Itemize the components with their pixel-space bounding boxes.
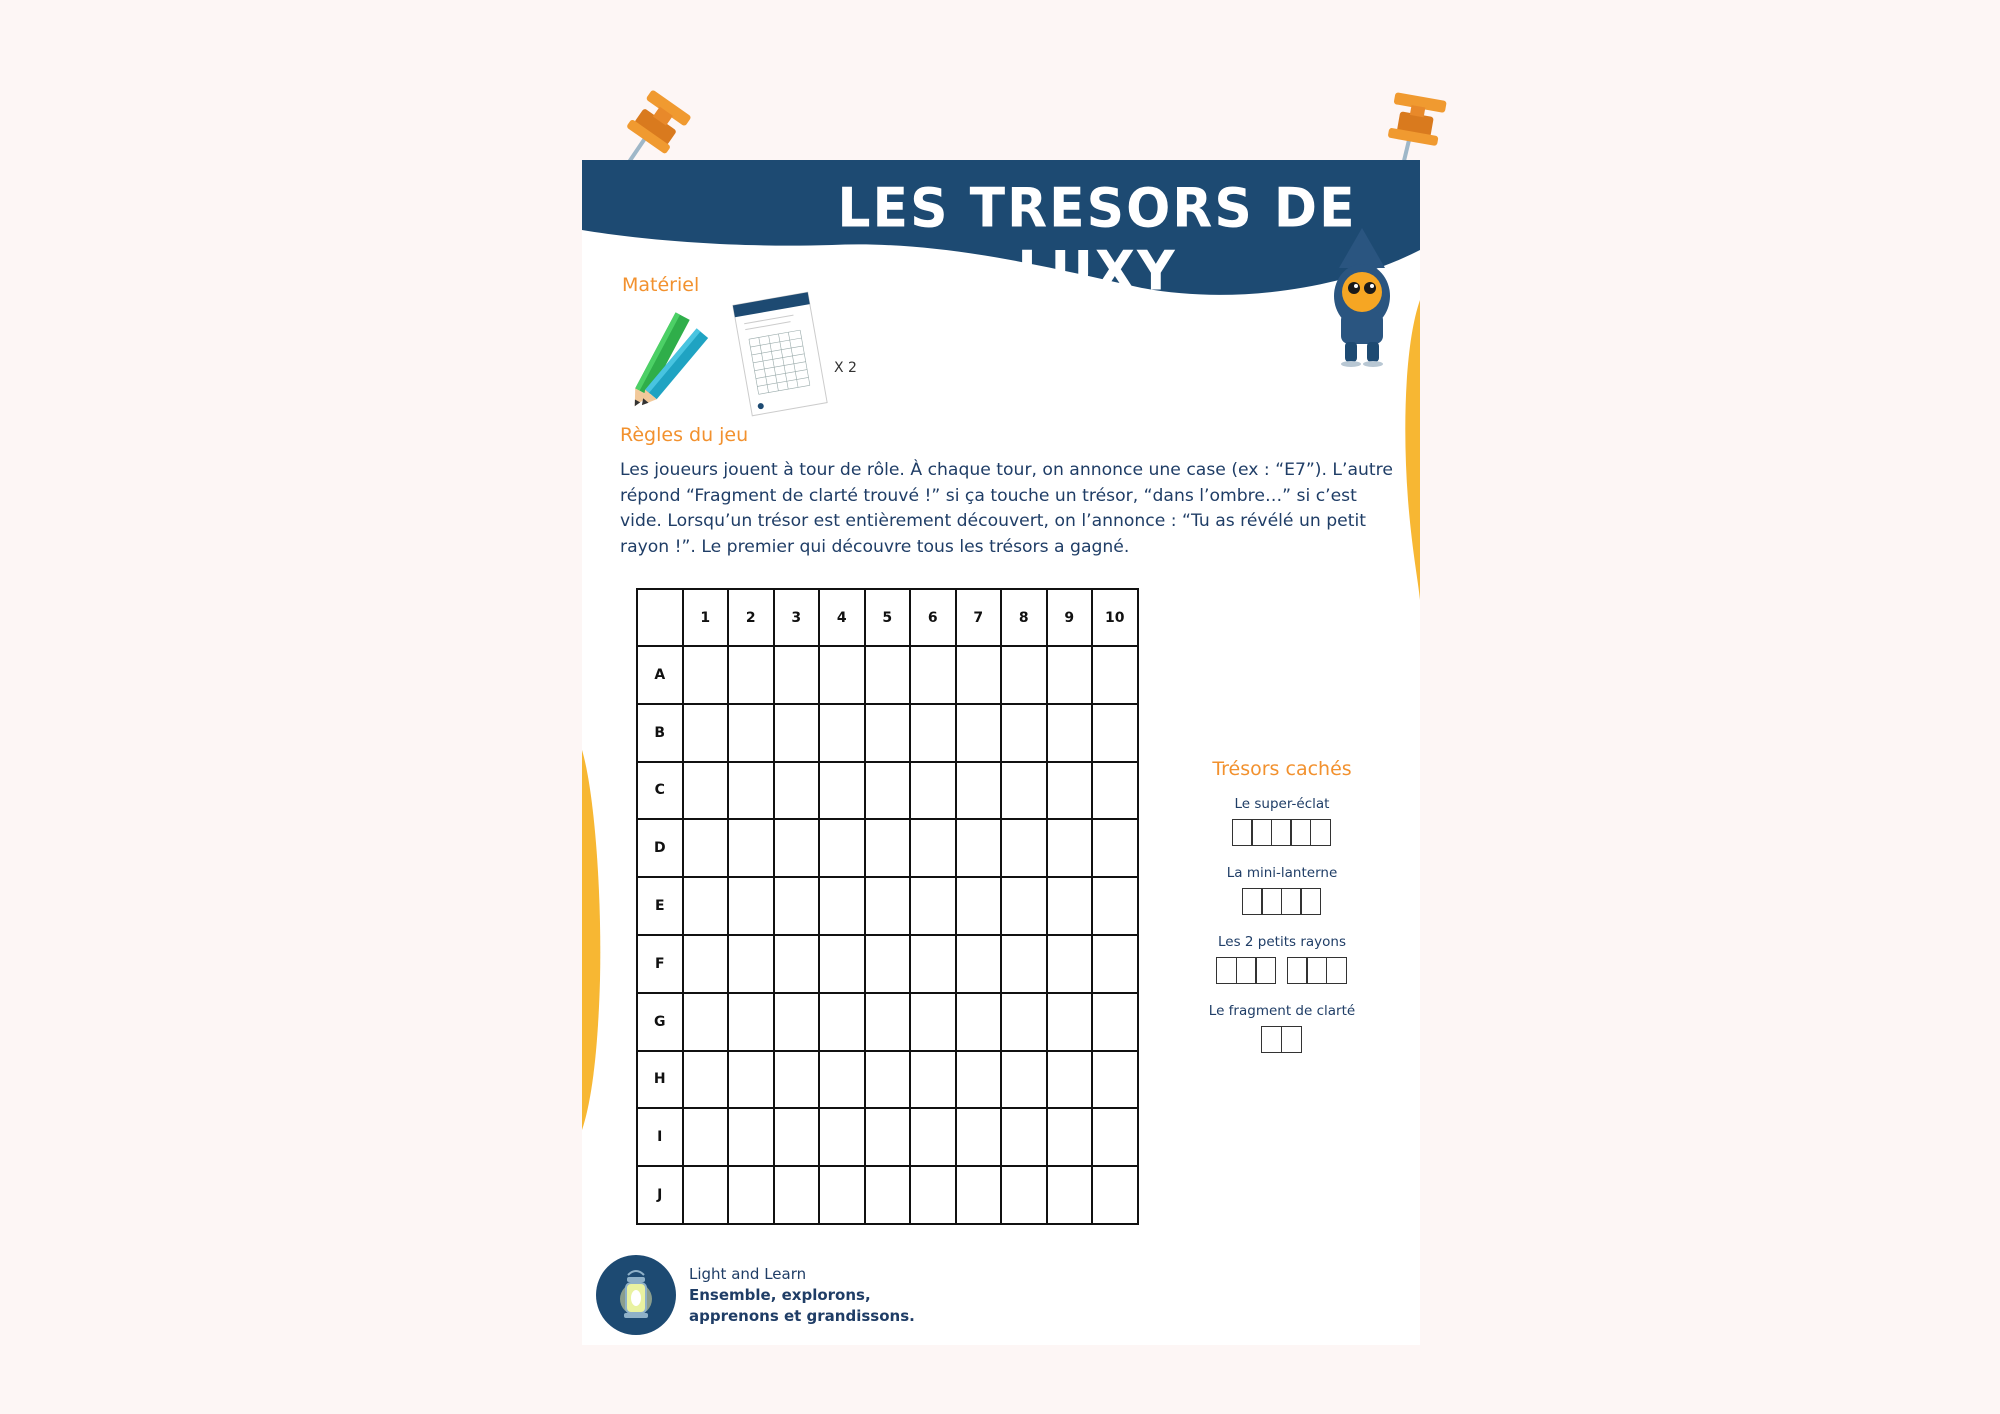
grid-cell[interactable]: [1047, 1051, 1093, 1109]
grid-cell[interactable]: [910, 646, 956, 704]
grid-cell[interactable]: [865, 877, 911, 935]
treasure-label: Le fragment de clarté: [1208, 1003, 1356, 1019]
grid-row: [637, 935, 1138, 993]
treasure-item: [1182, 934, 1382, 989]
grid-cell[interactable]: [774, 1051, 820, 1109]
grid-cell[interactable]: [774, 1166, 820, 1224]
grid-cell[interactable]: [1047, 877, 1093, 935]
grid-row: [637, 1166, 1138, 1224]
treasure-box[interactable]: [1300, 888, 1321, 915]
grid-cell[interactable]: [910, 935, 956, 993]
materials-quantity: X 2: [834, 360, 857, 376]
hidden-treasures-panel: [1182, 758, 1382, 1072]
grid-cell[interactable]: [728, 1166, 774, 1224]
grid-cell[interactable]: [683, 762, 729, 820]
grid-column-label: 7: [956, 589, 1002, 646]
grid-cell[interactable]: [1047, 993, 1093, 1051]
grid-cell[interactable]: [683, 1051, 729, 1109]
grid-cell[interactable]: [683, 1108, 729, 1166]
grid-cell[interactable]: [865, 1108, 911, 1166]
grid-cell[interactable]: [956, 993, 1002, 1051]
grid-cell[interactable]: [865, 1051, 911, 1109]
grid-cell[interactable]: [728, 993, 774, 1051]
treasure-box[interactable]: [1306, 957, 1327, 984]
rules-text: Les joueurs jouent à tour de rôle. À chaque tour, on annonce une case (ex : “E7”). L’autre répond “Fragment de clarté trouvé !” si ça touche un trésor, “dans l’ombre…” si c’est vide. Lorsqu’un trésor est entièrement découvert, on l’annonce : “Tu as révélé un petit rayon !”. Le premier qui découvre tous les trésors a gagné.: [620, 460, 1393, 557]
treasure-box[interactable]: [1281, 888, 1302, 915]
grid-cell[interactable]: [865, 819, 911, 877]
grid-row-label: G: [637, 993, 683, 1051]
grid-cell[interactable]: [956, 877, 1002, 935]
treasure-box[interactable]: [1326, 957, 1347, 984]
treasure-box[interactable]: [1236, 957, 1257, 984]
grid-row-label: C: [637, 762, 683, 820]
grid-cell[interactable]: [774, 762, 820, 820]
grid-column-label: 1: [683, 589, 729, 646]
game-sheet: [582, 160, 1420, 1345]
grid-cell[interactable]: [956, 935, 1002, 993]
grid-cell[interactable]: [910, 819, 956, 877]
grid-corner-cell: [637, 589, 683, 646]
luxy-mascot-icon: [1327, 228, 1397, 368]
treasure-boxes: [1233, 819, 1331, 846]
grid-cell[interactable]: [1092, 993, 1138, 1051]
grid-cell[interactable]: [1047, 646, 1093, 704]
grid-cell[interactable]: [1092, 877, 1138, 935]
treasure-box[interactable]: [1287, 957, 1308, 984]
footer-text: [689, 1264, 915, 1327]
grid-column-label: 8: [1001, 589, 1047, 646]
grid-cell[interactable]: [683, 1166, 729, 1224]
treasure-boxes: [1288, 957, 1347, 984]
grid-cell[interactable]: [683, 819, 729, 877]
grid-cell[interactable]: [683, 704, 729, 762]
grid-cell[interactable]: [819, 877, 865, 935]
grid-cell[interactable]: [728, 877, 774, 935]
treasure-box[interactable]: [1251, 819, 1272, 846]
grid-cell[interactable]: [1001, 1166, 1047, 1224]
footer-brand: Light and Learn: [689, 1265, 807, 1283]
grid-cell[interactable]: [728, 704, 774, 762]
grid-cell[interactable]: [819, 1166, 865, 1224]
treasure-box[interactable]: [1310, 819, 1331, 846]
grid-cell[interactable]: [819, 646, 865, 704]
grid-cell[interactable]: [819, 993, 865, 1051]
grid-cell[interactable]: [1092, 1166, 1138, 1224]
treasure-box[interactable]: [1271, 819, 1292, 846]
grid-cell[interactable]: [1047, 935, 1093, 993]
grid-cell[interactable]: [728, 935, 774, 993]
grid-cell[interactable]: [865, 762, 911, 820]
grid-row: [637, 762, 1138, 820]
grid-cell[interactable]: [956, 1166, 1002, 1224]
grid-cell[interactable]: [1047, 1166, 1093, 1224]
grid-row-label: B: [637, 704, 683, 762]
grid-cell[interactable]: [1047, 1108, 1093, 1166]
grid-cell[interactable]: [774, 1108, 820, 1166]
grid-cell[interactable]: [910, 877, 956, 935]
grid-cell[interactable]: [1001, 993, 1047, 1051]
lantern-logo-icon: [596, 1255, 676, 1335]
rules-heading: Règles du jeu: [620, 424, 749, 446]
decor-blob-right: [1400, 300, 1420, 600]
grid-cell[interactable]: [1001, 762, 1047, 820]
grid-row: [637, 993, 1138, 1051]
grid-cell[interactable]: [683, 646, 729, 704]
grid-row: [637, 1051, 1138, 1109]
grid-cell[interactable]: [683, 935, 729, 993]
treasure-label: Les 2 petits rayons: [1218, 934, 1346, 950]
grid-cell[interactable]: [774, 993, 820, 1051]
grid-row: [637, 704, 1138, 762]
treasure-item: [1182, 865, 1382, 920]
footer-slogan-line1: Ensemble, explorons,: [689, 1286, 871, 1304]
game-grid: [636, 588, 1139, 1225]
grid-row-label: F: [637, 935, 683, 993]
treasure-label: La mini-lanterne: [1226, 865, 1338, 881]
decor-blob-left: [582, 750, 604, 1130]
treasure-box[interactable]: [1255, 957, 1276, 984]
grid-cell[interactable]: [1047, 762, 1093, 820]
grid-cell[interactable]: [774, 877, 820, 935]
grid-cell[interactable]: [865, 1166, 911, 1224]
grid-cell[interactable]: [819, 704, 865, 762]
treasure-label: Le super-éclat: [1234, 796, 1330, 812]
grid-cell[interactable]: [1001, 1108, 1047, 1166]
treasure-boxes: [1243, 888, 1321, 915]
grid-cell[interactable]: [774, 819, 820, 877]
treasure-box[interactable]: [1261, 888, 1282, 915]
grid-cell[interactable]: [865, 704, 911, 762]
grid-row-label: A: [637, 646, 683, 704]
footer-slogan-line2: apprenons et grandissons.: [689, 1307, 915, 1325]
grid-cell[interactable]: [956, 1108, 1002, 1166]
grid-cell[interactable]: [865, 935, 911, 993]
grid-cell[interactable]: [956, 762, 1002, 820]
grid-row: [637, 646, 1138, 704]
grid-cell[interactable]: [1047, 704, 1093, 762]
grid-column-label: 4: [819, 589, 865, 646]
grid-cell[interactable]: [910, 1051, 956, 1109]
grid-cell[interactable]: [819, 819, 865, 877]
grid-cell[interactable]: [819, 762, 865, 820]
grid-column-label: 2: [728, 589, 774, 646]
grid-cell[interactable]: [1001, 646, 1047, 704]
grid-cell[interactable]: [910, 704, 956, 762]
grid-cell[interactable]: [819, 1051, 865, 1109]
treasure-box[interactable]: [1242, 888, 1263, 915]
grid-cell[interactable]: [728, 762, 774, 820]
grid-cell[interactable]: [956, 819, 1002, 877]
grid-row: [637, 1108, 1138, 1166]
treasure-item: [1182, 1003, 1382, 1058]
grid-column-label: 5: [865, 589, 911, 646]
grid-cell[interactable]: [774, 646, 820, 704]
grid-cell[interactable]: [956, 704, 1002, 762]
grid-cell[interactable]: [1092, 704, 1138, 762]
grid-cell[interactable]: [1001, 704, 1047, 762]
treasure-box[interactable]: [1281, 1026, 1302, 1053]
treasure-box[interactable]: [1216, 957, 1237, 984]
treasure-box[interactable]: [1261, 1026, 1282, 1053]
grid-cell[interactable]: [910, 1166, 956, 1224]
grid-cell[interactable]: [865, 646, 911, 704]
grid-cell[interactable]: [865, 993, 911, 1051]
grid-cell[interactable]: [1092, 1108, 1138, 1166]
treasure-box[interactable]: [1290, 819, 1311, 846]
grid-cell[interactable]: [956, 646, 1002, 704]
grid-cell[interactable]: [683, 993, 729, 1051]
grid-cell[interactable]: [1001, 877, 1047, 935]
grid-row: [637, 819, 1138, 877]
grid-cell[interactable]: [910, 993, 956, 1051]
grid-cell[interactable]: [728, 1108, 774, 1166]
grid-cell[interactable]: [1001, 935, 1047, 993]
grid-cell[interactable]: [774, 704, 820, 762]
grid-row-label: J: [637, 1166, 683, 1224]
grid-cell[interactable]: [1001, 1051, 1047, 1109]
grid-cell[interactable]: [819, 935, 865, 993]
materials-heading: Matériel: [622, 274, 700, 296]
grid-cell[interactable]: [1092, 935, 1138, 993]
treasure-boxes: [1218, 957, 1277, 984]
grid-cell[interactable]: [774, 935, 820, 993]
grid-cell[interactable]: [683, 877, 729, 935]
grid-row-label: E: [637, 877, 683, 935]
game-sheet-thumbnail-icon: [730, 290, 830, 418]
grid-cell[interactable]: [910, 762, 956, 820]
grid-cell[interactable]: [910, 1108, 956, 1166]
grid-row-label: I: [637, 1108, 683, 1166]
page-title: LES TRESORS DE LUXY: [837, 177, 1357, 303]
grid-row-label: D: [637, 819, 683, 877]
treasure-boxes: [1263, 1026, 1302, 1053]
grid-cell[interactable]: [1092, 762, 1138, 820]
grid-row-label: H: [637, 1051, 683, 1109]
pencils-icon: [620, 305, 715, 417]
grid-cell[interactable]: [728, 819, 774, 877]
treasure-item: [1182, 796, 1382, 851]
grid-cell[interactable]: [1092, 646, 1138, 704]
grid-column-label: 6: [910, 589, 956, 646]
grid-column-label: 3: [774, 589, 820, 646]
grid-cell[interactable]: [1092, 1051, 1138, 1109]
grid-cell[interactable]: [1092, 819, 1138, 877]
grid-cell[interactable]: [1047, 819, 1093, 877]
treasure-box[interactable]: [1232, 819, 1253, 846]
grid-cell[interactable]: [728, 646, 774, 704]
grid-column-label: 10: [1092, 589, 1138, 646]
grid-cell[interactable]: [819, 1108, 865, 1166]
grid-row: [637, 877, 1138, 935]
grid-cell[interactable]: [728, 1051, 774, 1109]
grid-header-row: [637, 589, 1138, 646]
grid-cell[interactable]: [956, 1051, 1002, 1109]
treasures-heading: Trésors cachés: [1212, 758, 1352, 780]
grid-cell[interactable]: [1001, 819, 1047, 877]
grid-column-label: 9: [1047, 589, 1093, 646]
